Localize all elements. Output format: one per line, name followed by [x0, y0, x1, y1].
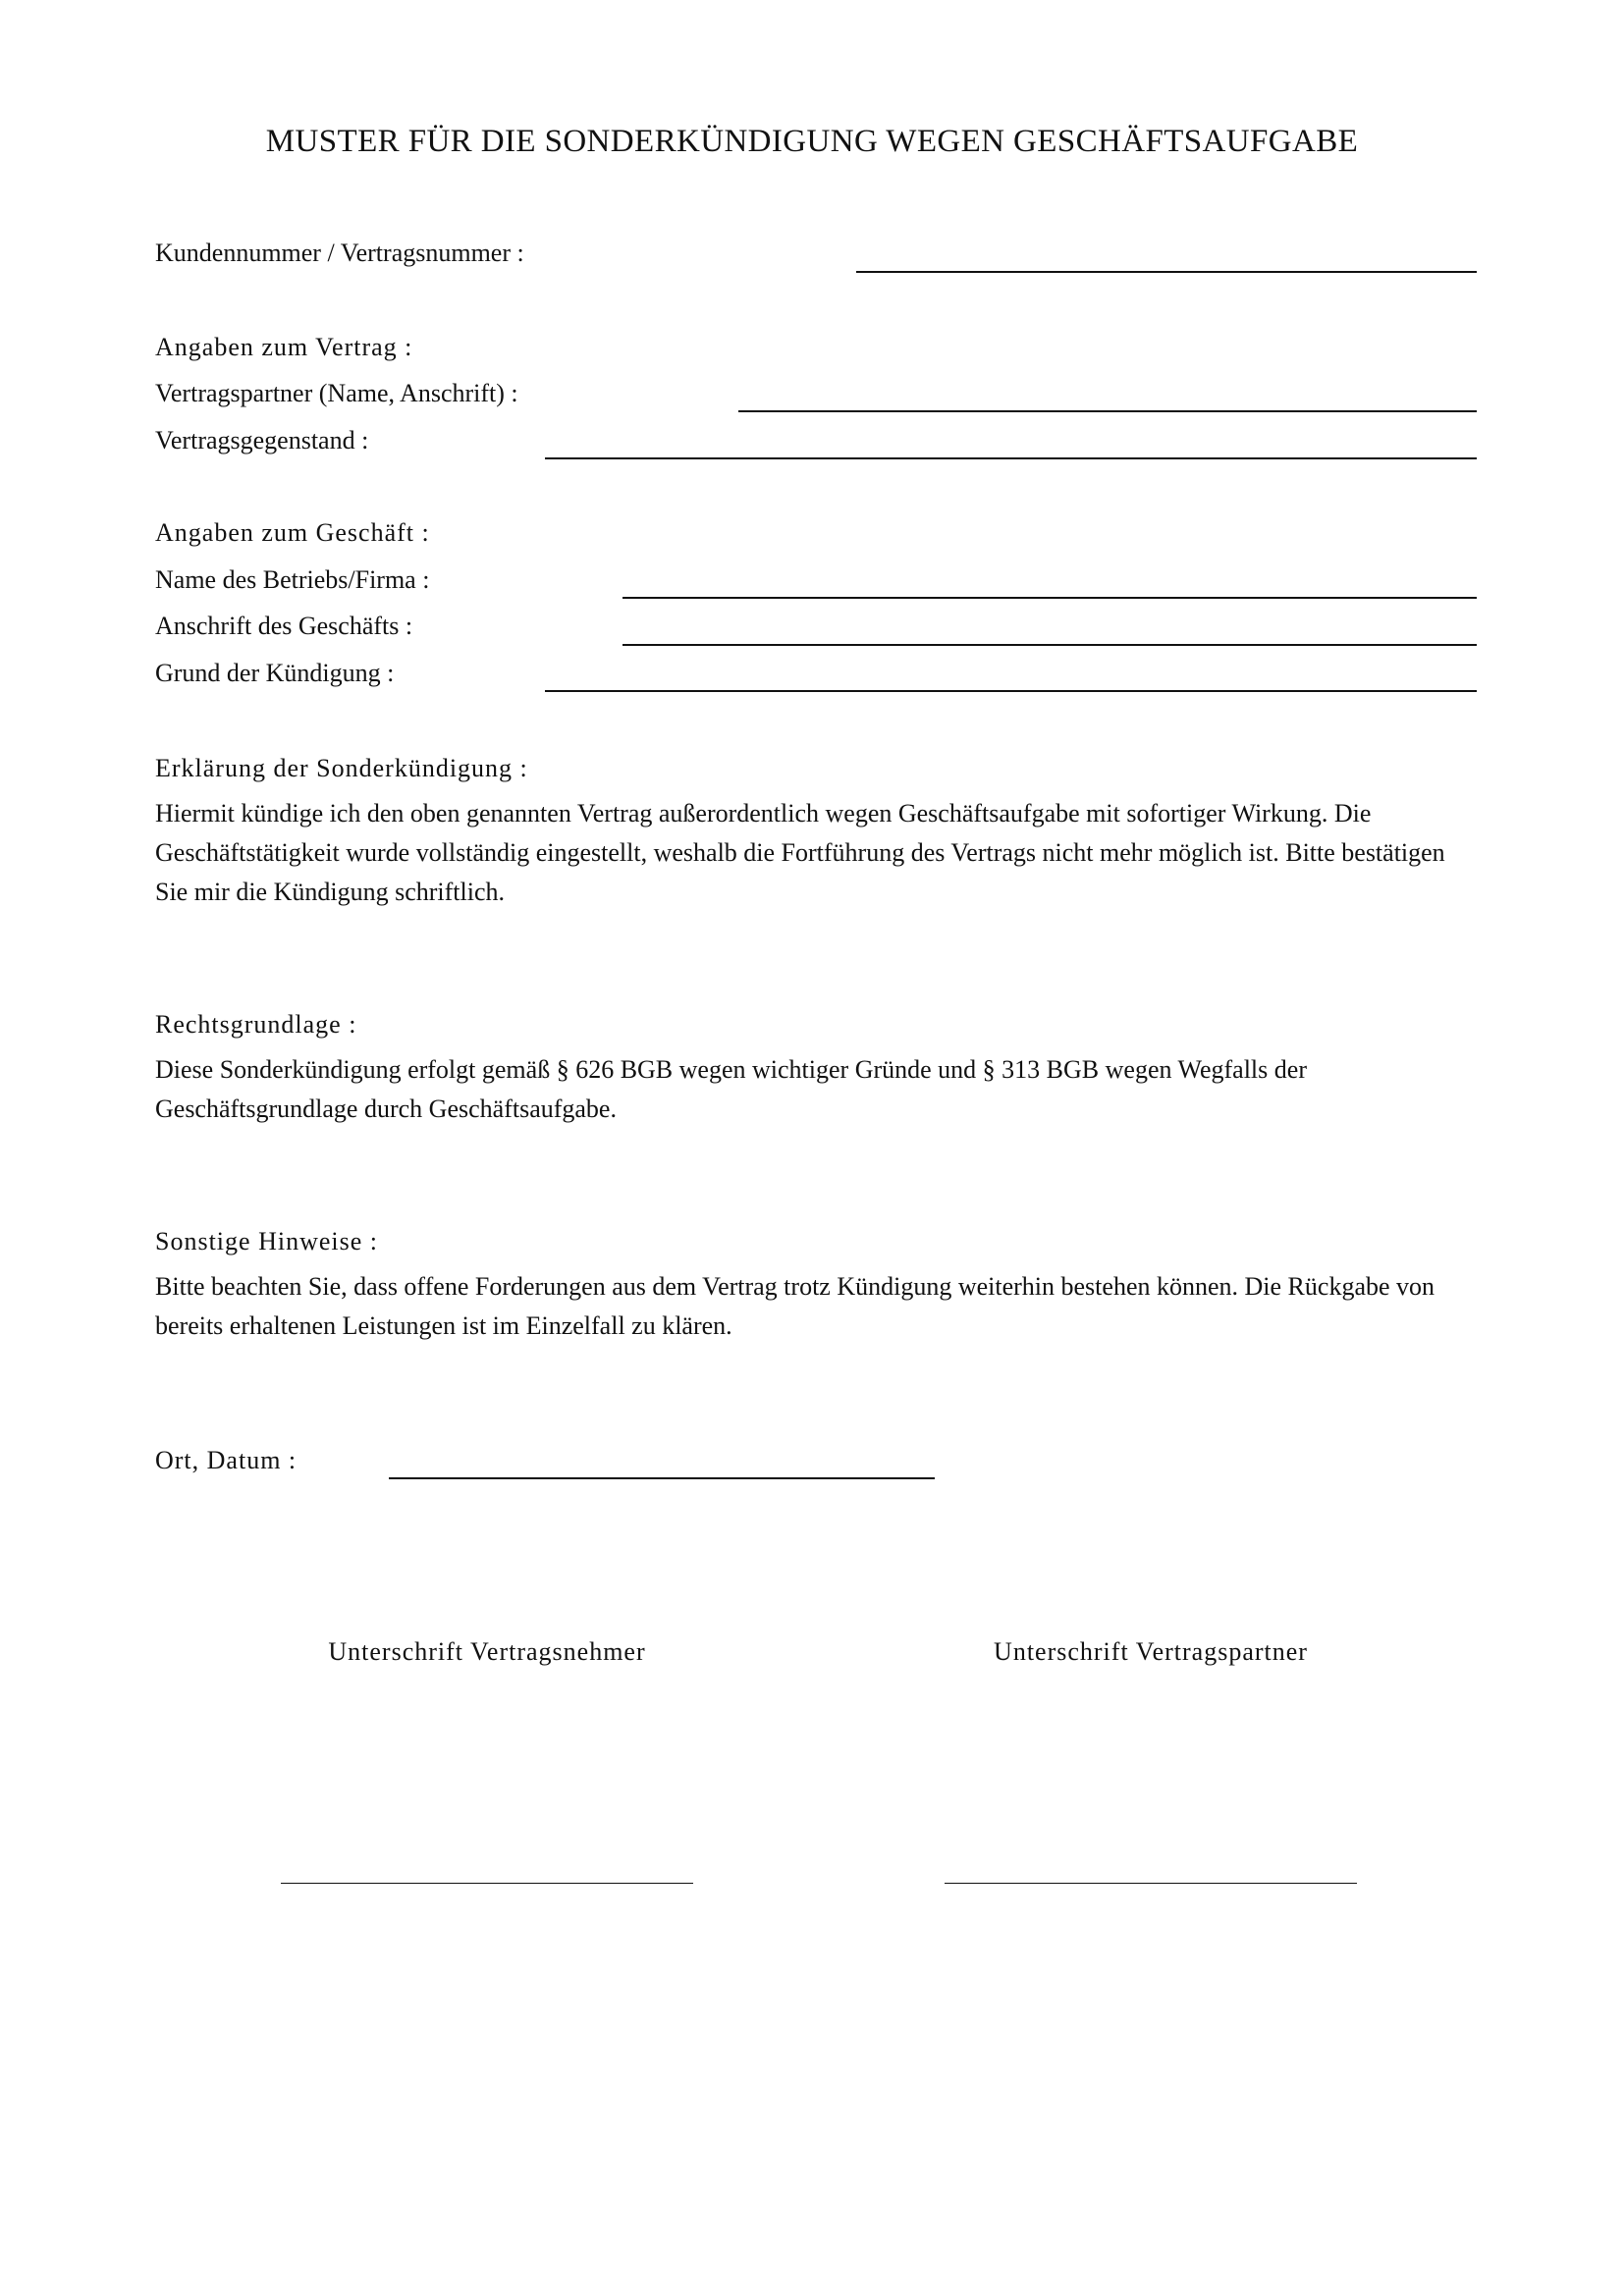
legal-basis-heading: Rechtsgrundlage : [155, 1010, 357, 1039]
place-date-label: Ort, Datum : [155, 1446, 298, 1474]
termination-reason-label: Grund der Kündigung : [155, 659, 395, 687]
contract-partner-field[interactable] [738, 410, 1477, 412]
partner-signature-label: Unterschrift Vertragspartner [994, 1637, 1308, 1666]
notes-heading: Sonstige Hinweise : [155, 1227, 378, 1255]
contractor-signature-field[interactable] [281, 1883, 693, 1884]
customer-number-field[interactable] [856, 271, 1477, 273]
business-section-label: Angaben zum Geschäft : [155, 518, 430, 547]
business-name-field[interactable] [623, 597, 1477, 599]
declaration-text: Hiermit kündige ich den oben genannten Vertrag außerordentlich wegen Geschäftsaufgabe mit sofortiger Wirkung. Die Geschäftstätigkeit wurde vollständig eingestellt, weshalb die Fortführung des Vertrags nicht mehr möglich ist. Bitte bestätigen Sie mir die Kündigung schriftlich. [155, 799, 1445, 906]
contract-subject-field[interactable] [545, 457, 1477, 459]
contractor-signature-label: Unterschrift Vertragsnehmer [328, 1637, 646, 1666]
declaration-heading: Erklärung der Sonderkündigung : [155, 754, 528, 782]
business-address-field[interactable] [623, 644, 1477, 646]
business-name-label: Name des Betriebs/Firma : [155, 565, 430, 594]
customer-number-label: Kundennummer / Vertragsnummer : [155, 239, 524, 267]
contract-partner-label: Vertragspartner (Name, Anschrift) : [155, 379, 518, 407]
document-title: MUSTER FÜR DIE SONDERKÜNDIGUNG WEGEN GESCHÄFTSAUFGABE [265, 124, 1359, 159]
business-address-label: Anschrift des Geschäfts : [155, 612, 413, 640]
place-date-field[interactable] [389, 1477, 935, 1479]
termination-reason-field[interactable] [545, 690, 1477, 692]
legal-basis-text: Diese Sonderkündigung erfolgt gemäß § 626 BGB wegen wichtiger Gründe und § 313 BGB wegen Wegfalls der Geschäftsgrundlage durch Geschäftsaufgabe. [155, 1055, 1307, 1123]
contract-subject-label: Vertragsgegenstand : [155, 426, 369, 454]
partner-signature-field[interactable] [945, 1883, 1357, 1884]
contract-section-label: Angaben zum Vertrag : [155, 333, 413, 361]
notes-text: Bitte beachten Sie, dass offene Forderungen aus dem Vertrag trotz Kündigung weiterhin bestehen können. Die Rückgabe von bereits erhaltenen Leistungen ist im Einzelfall zu klären. [155, 1272, 1435, 1340]
